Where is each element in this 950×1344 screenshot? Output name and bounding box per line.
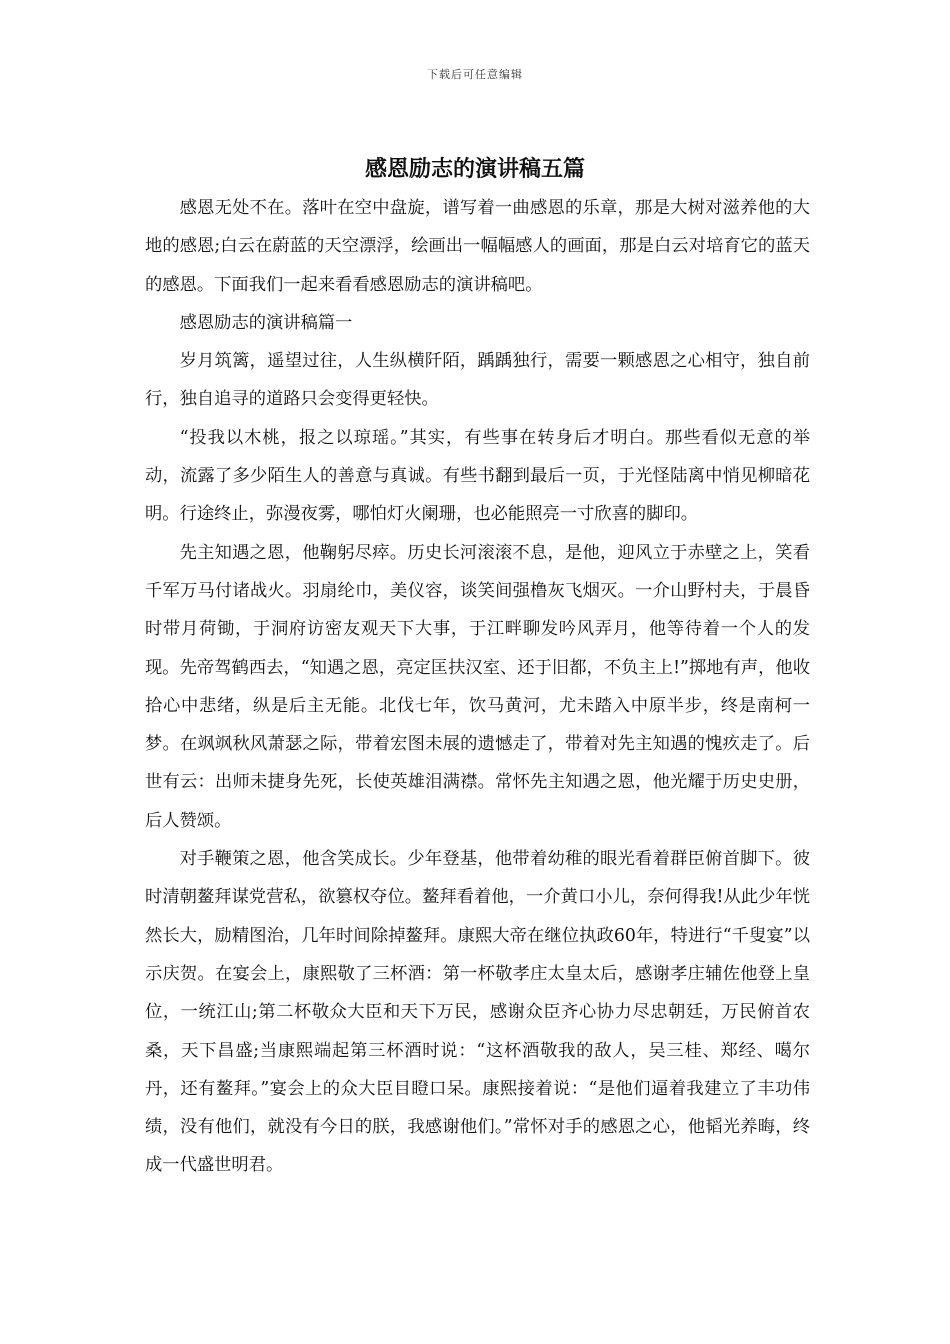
page-header-note: 下载后可任意编辑 [427, 68, 523, 81]
paragraph: 岁月筑篱，遥望过往，人生纵横阡陌，踽踽独行，需要一颗感恩之心相守，独自前行，独自追寻的道路只会变得更轻快。 [145, 351, 810, 410]
document-body [145, 189, 810, 1185]
paragraph-intro: 感恩无处不在。落叶在空中盘旋，谱写着一曲感恩的乐章，那是大树对滋养他的大地的感恩;白云在蔚蓝的天空漂浮，绘画出一幅幅感人的画面，那是白云对培育它的蓝天的感恩。下面我们一起来看看感恩励志的演讲稿吧。 [145, 198, 810, 295]
paragraph: 先主知遇之恩，他鞠躬尽瘁。历史长河滚滚不息，是他，迎风立于赤壁之上，笑看千军万马付诸战火。羽扇纶巾，美仪容，谈笑间强橹灰飞烟灭。一介山野村夫，于晨昏时带月荷锄，于洞府访密友观天下大事，于江畔聊发吟风弄月，他等待着一个人的发现。先帝驾鹤西去，“知遇之恩，亮定匡扶汉室、还于旧都，不负主上!”掷地有声，他收拾心中悲绪，纵是后主无能。北伐七年，饮马黄河，尤未踏入中原半步，终是南柯一梦。在飒飒秋风萧瑟之际，带着宏图未展的遗憾走了，带着对先主知遇的愧疚走了。后世有云：出师未捷身先死，长使英雄泪满襟。常怀先主知遇之恩，他光耀于历史史册，后人赞颂。 [145, 542, 810, 831]
paragraph: 对手鞭策之恩，他含笑成长。少年登基，他带着幼稚的眼光看着群臣俯首脚下。彼时清朝鳌拜谋党营私，欲篡权夺位。鳌拜看着他，一介黄口小儿，奈何得我!从此少年恍然长大，励精图治，几年时间除掉鳌拜。康熙大帝在继位执政60年，特进行“千叟宴”以示庆贺。在宴会上，康熙敬了三杯酒：第一杯敬孝庄太皇太后，感谢孝庄辅佐他登上皇位，一统江山;第二杯敬众大臣和天下万民，感谢众臣齐心协力尽忠朝廷，万民俯首农桑，天下昌盛;当康熙端起第三杯酒时说：“这杯酒敬我的敌人，吴三桂、郑经、噶尔丹，还有鳌拜。”宴会上的众大臣目瞪口呆。康熙接着说：“是他们逼着我建立了丰功伟绩，没有他们，就没有今日的朕，我感谢他们。”常怀对手的感恩之心，他韬光养晦，终成一代盛世明君。 [145, 849, 810, 1176]
document-title: 感恩励志的演讲稿五篇 [364, 156, 585, 182]
section-heading: 感恩励志的演讲稿篇一 [179, 312, 353, 333]
paragraph: “投我以木桃，报之以琼瑶。”其实，有些事在转身后才明白。那些看似无意的举动，流露了多少陌生人的善意与真诚。有些书翻到最后一页，于光怪陆离中悄见柳暗花明。行途终止，弥漫夜雾，哪怕灯火阑珊，也必能照亮一寸欣喜的脚印。 [145, 427, 810, 525]
